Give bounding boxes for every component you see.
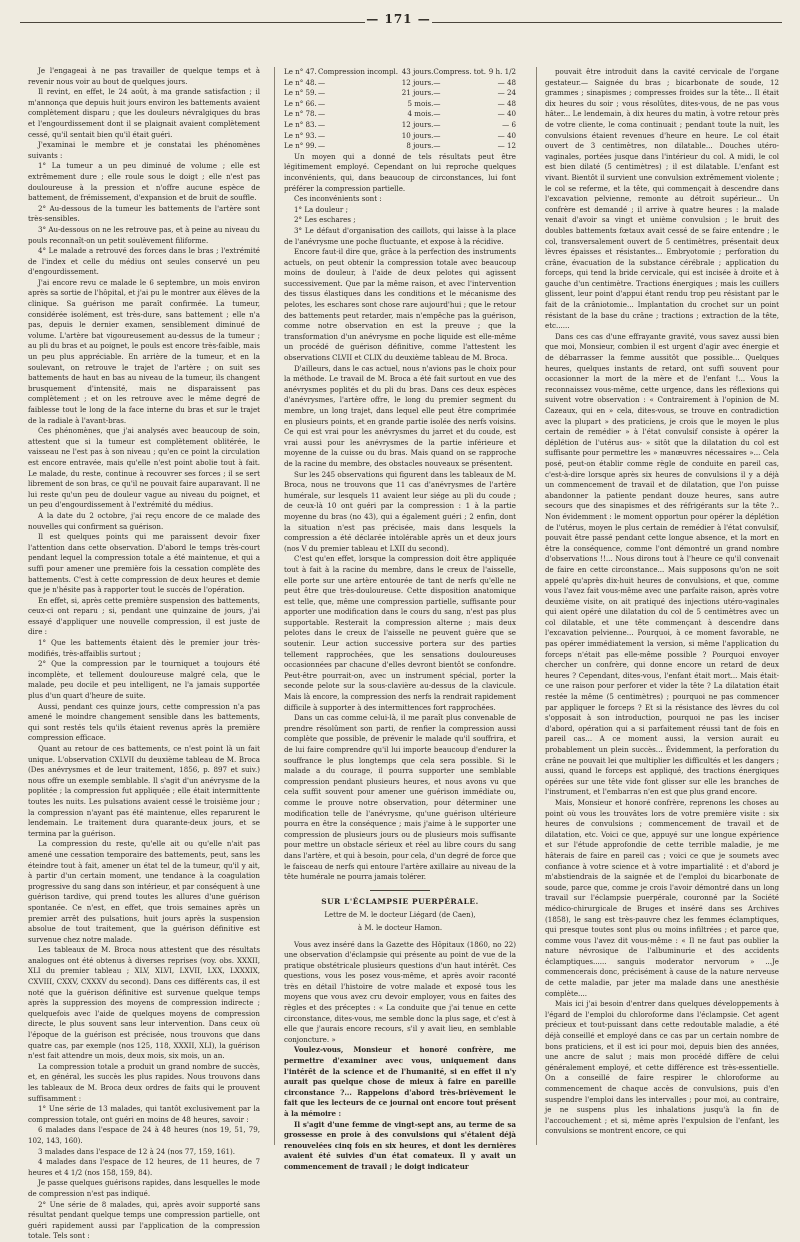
paragraph: 1° La douleur ; — [294, 204, 348, 214]
table-cell-hours: — 48 — [497, 77, 516, 87]
table-cell-days: 5 mois. — [407, 98, 434, 108]
paragraph: 1° Que les battements étaient dès le premier jour très-modifiés, très-affaiblis surtout ; — [28, 638, 260, 658]
paragraph: Ces inconvénients sont : — [294, 194, 382, 204]
table-row — [284, 67, 516, 78]
table-cell-hours: — 40 — [497, 130, 516, 140]
table-cell-label: — — [317, 77, 326, 87]
table-cell-label: — — [317, 98, 326, 108]
paragraph: La compression du reste, qu'elle ait ou qu'elle n'ait pas amené une cessation temporaire des battements, peut, sans les éteindre tout à fait, amener un état tel de la tumeur, qu'il y ait, à partir d'un certain moment, une tendance à la coagulation progressive du sang dans son intérieur, et par conséquent à une guérison tardive, qui prend toutes les allures d'une guérison spontanée. Ce n'est, en effet, que trois semaines après un premier arrêt des pulsations, huit jours après la suspension absolue de tout traitement, que la guérison définitive est survenue chez notre malade. — [28, 839, 260, 944]
table-cell-no: Le n° 99. — [284, 141, 317, 151]
table-cell-no: Le n° 83. — [284, 119, 317, 129]
text-column-3 — [545, 67, 779, 1147]
table-cell-label2: — — [433, 88, 441, 98]
paragraph: 4° Le malade a retrouvé des forces dans le bras ; l'extrémité de l'index et celle du médius ont seules conservé un peu d'engourdissement. — [28, 246, 260, 277]
paragraph: Je passe quelques guérisons rapides, dans lesquelles le mode de compression n'est pas indiqué. — [28, 1178, 260, 1198]
table-cell-label2: — — [433, 130, 441, 140]
paragraph: Aussi, pendant ces quinze jours, cette compression n'a pas amené le moindre changement sensible dans les battements, qui sont restés tels qu'ils étaient revenus après la première compression efficace. — [28, 701, 260, 743]
paragraph: Mais ici j'ai besoin d'entrer dans quelques développements à l'égard de l'emploi du chloroforme dans l'éclampsie. Cet agent précieux et tout-puissant dans cette redoutable maladie, a été déjà conseillé et employé dans ce cas par un certain nombre de bons praticiens, et il est ici pour moi, depuis bien des années, une ancre de salut ; mais mon procédé diffère de celui généralement employé, et cette différence est très-essentielle. On a conseillé de faire respirer le chloroforme au commencement de chaque accès de convulsions, puis d'en suspendre l'emploi dans les intervalles ; pour moi, au contraire, je ne suspens plus les inhalations jusqu'à la fin de l'accouchement ; et si, même après l'expulsion de l'enfant, les convulsions se montrent encore, ce qui — [545, 999, 779, 1136]
table-row — [284, 99, 516, 110]
table-row — [284, 88, 516, 99]
table-cell-days: 12 jours. — [401, 77, 434, 87]
table-cell-hours: — 12 — [497, 141, 516, 151]
table-row — [284, 109, 516, 120]
table-cell-label2: — — [433, 77, 441, 87]
paragraph: 1° La tumeur a un peu diminué de volume ; elle est extrêmement dure ; elle roule sous le doigt ; elle n'est pas douloureuse à la pression et n'offre aucune espèce de battement, de frémissement, d'expansion et de bruit de souffle. — [28, 161, 260, 203]
table-cell-label: — — [317, 119, 326, 129]
table-cell-label: — — [317, 109, 326, 119]
table-cell-hours: — 40 — [497, 109, 516, 119]
paragraph: Mais, Monsieur et honoré confrère, reprenons les choses au point où vous les trouvâtes lors de votre première visite : six heures de convulsions ; commencement de travail et de dilatation, etc. Voici ce que, appuyé sur une longue expérience et sur l'étude approfondie de cette terrible maladie, je me hâterais de faire en pareil cas ; voici ce que je soumets avec confiance à votre science et à votre impartialité : et d'abord je m'abstiendrais de la saignée et de l'emploi du bicarbonate de soude, parce que, comme je crois l'avoir démontré dans un long travail sur l'éclampsie puerpérale, couronné par la Société médico-chirurgicale de Bruges et inséré dans ses Archives (1858), le sang est très-pauvre chez les femmes éclamptiques, qui presque toutes sont plus ou moins infiltrées ; et parce que, comme vous l'avez dit vous-même : « Il ne faut pas oublier la nature névrosique de l'albuminurie et des accidents éclamptiques...... sanguis moderator nervorum » ...Je commencerais donc, précisément à cause de la nature nerveuse de cette maladie, par jeter ma malade dans une anesthésie complète.... — [545, 797, 779, 998]
paragraph: Un moyen qui a donné de tels résultats peut être légitimement employé. Cependant on lui reproche quelques inconvénients, qui, dans beaucoup de circonstances, lui font préférer la compression partielle. — [284, 151, 516, 193]
table-cell-label: — — [317, 141, 326, 151]
section-title: SUR L'ÉCLAMPSIE PUERPÉRALE. — [321, 896, 479, 906]
text-column-2 — [284, 67, 516, 1171]
paragraph: 1° Une série de 13 malades, qui tantôt exclusivement par la compression totale, ont guéri en moins de 48 heures, savoir : — [28, 1104, 260, 1124]
paragraph: 2° Les eschares ; — [294, 215, 356, 225]
letter-heading: Lettre de M. le docteur Liégard (de Caen), — [324, 911, 476, 920]
table-cell-hours: 9 h. 1/2 — [488, 67, 516, 76]
header-rule-right — [432, 22, 782, 23]
table-row — [284, 78, 516, 89]
paragraph: 2° Au-dessous de la tumeur les battements de l'artère sont très-sensibles. — [28, 203, 260, 224]
page-number: — 171 — — [366, 12, 431, 26]
paragraph: 2° Une série de 8 malades, qui, après avoir supporté sans résultat pendant quelque temps une compression partielle, ont guéri rapidement aussi par l'application de la compression totale. Tels sont : — [28, 1199, 260, 1241]
table-cell-hours: — 6 — [502, 119, 516, 129]
paragraph: D'ailleurs, dans le cas actuel, nous n'avions pas le choix pour la méthode. Le travail de M. Broca a été fait surtout en vue des anévrysmes poplités et du pli du bras. Dans ces deux espèces d'anévrysmes, l'artère offre, le long du premier segment du membre, un long trajet, dans lequel elle peut être comprimée en plusieurs points, et en grande partie isolée des nerfs voisins. Ce qui est vrai pour les anévrysmes du jarret et du coude, est vrai aussi pour les anévrysmes de la partie inférieure et moyenne de la cuisse ou du bras. Mais quand on se rapproche de la racine du membre, des obstacles nouveaux se présentent. — [284, 363, 516, 468]
text-column-1 — [28, 66, 261, 1241]
paragraph: Je l'engageai à ne pas travailler de quelque temps et à revenir nous voir au bout de quelques jours. — [28, 66, 260, 86]
paragraph: A la date du 2 octobre, j'ai reçu encore de ce malade des nouvelles qui confirment sa guérison. — [28, 510, 260, 531]
letter-body — [284, 940, 516, 1173]
letter-addressee: à M. le docteur Hamon. — [357, 923, 443, 932]
table-cell-label: Compression incompl. — [317, 67, 399, 76]
paragraph: Ces phénomènes, que j'ai analysés avec beaucoup de soin, attestent que si la tumeur est complètement oblitérée, le vaisseau ne l'est pas à son niveau ; qu'en ce point la circulation est encore entravée, mais qu'elle n'est point abolie tout à fait. Le malade, du reste, continue à recouvrer ses forces ; il se sert librement de son bras, ce qu'il ne pouvait faire auparavant. Il ne lui reste qu'un peu de douleur vague au niveau du poignet, et un peu d'engourdissement à l'extrémité du médius. — [28, 426, 261, 510]
section-divider — [370, 890, 430, 891]
paragraph: Il s'agit d'une femme de vingt-sept ans, au terme de sa grossesse en proie à des convulsions qui s'étaient déjà renouvelées cinq fois en six heures, et dont les dernières avaient été suivies d'un état comateux. Il y avait un commencement de travail ; le doigt indicateur — [284, 1119, 516, 1171]
paragraph: 2° Que la compression par le tourniquet a toujours été incomplète, et tellement douloureuse malgré cela, que le malade, peu docile et peu intelligent, ne l'a jamais supportée plus d'un quart d'heure de suite. — [28, 659, 260, 701]
paragraph: Il revint, en effet, le 24 août, à ma grande satisfaction ; il m'annonça que depuis huit jours environ les battements avaient complètement disparu ; que les douleurs névralgiques du bras et l'engourdissement dont il se plaignait avaient complètement cessé, qu'il sentait bien qu'il était guéri. — [28, 87, 260, 139]
table-cell-label2: — — [433, 98, 441, 108]
table-cell-days: 43 jours. — [401, 67, 434, 76]
paragraph: Sur les 245 observations qui figurent dans les tableaux de M. Broca, nous ne trouvons que 11 cas d'anévrysmes de l'artère humérale, sur lesquels 11 avaient leur siége au pli du coude ; de ceux-là 10 ont guéri par la compression : 1 à la partie moyenne du bras (no 43), qui a également guéri ; 2 enfin, dont la situation n'est pas précisée, mais dans lesquels la compression a été déclarée intolérable après un et deux jours (nos V du premier tableau et LXII du second). — [284, 469, 516, 553]
table-cell-label: — — [317, 88, 326, 98]
table-cell-no: Le n° 48. — [284, 77, 317, 87]
table-row — [284, 120, 516, 131]
column-divider-1 — [274, 67, 275, 1145]
table-cell-no: Le n° 78. — [284, 109, 317, 119]
paragraph: J'ai encore revu ce malade le 6 septembre, un mois environ après sa sortie de l'hôpital, et j'ai pu le montrer aux élèves de la clinique. Sa guérison me paraît confirmée. La tumeur, considérée isolément, est très-dure, sans battement ; elle n'a pas, depuis le dernier examen, sensiblement diminué de volume. L'artère bat vigoureusement au-dessus de la tumeur ; au pli du bras et au poignet, le pouls est encore très-faible, mais un peu plus appréciable. En arrière de la tumeur, et en la soulevant, on retrouve le trajet de l'artère ; on suit ses battements de haut en bas au niveau de la tumeur, ils changent brusquement d'intensité, mais ne disparaissent pas complètement ; et on les retrouve avec le même degré de faiblesse tout le long de la face interne du bras et sur le trajet de la radiale à l'avant-bras. — [28, 277, 260, 425]
table-cell-no: Le n° 59. — [284, 88, 317, 98]
compression-results-table — [284, 67, 516, 152]
paragraph: Il est quelques points qui me paraissent devoir fixer l'attention dans cette observation. D'abord le temps très-court pendant lequel la compression totale a été maintenue, et qui a suffi pour amener une première fois la cessation complète des battements. C'est à cette compression de deux heures et demie que je n'hésite pas à rapporter tout le succès de l'opération. — [28, 532, 260, 595]
table-cell-no: Le n° 47. — [284, 67, 317, 76]
table-row — [284, 141, 516, 152]
table-cell-days: 4 mois. — [407, 109, 434, 119]
paragraph: C'est qu'en effet, lorsque la compression doit être appliquée tout à fait à la racine du membre, dans le creux de l'aisselle, elle porte sur une artère entourée de tant de nerfs qu'elle ne peut être que très-douloureuse. Cette disposition anatomique est telle, que, même une compression partielle, suffisante pour apporter une modification dans le cours du sang, n'est pas plus supportable. Resterait la compression alterne ; mais deux pelotes dans le creux de l'aisselle ne peuvent guère que se soutenir. Leur action successive portera sur des parties tellement rapprochées, que les sensations douloureuses occasionnées par chacune d'elles devront bientôt se confondre. Peut-être pourrait-on, avec un instrument spécial, porter la seconde pelote sur la sous-clavière au-dessus de la clavicule. Mais là encore, la compression des nerfs la rendrait rapidement difficile à supporter à des intermittences fort rapprochées. — [284, 554, 516, 712]
header-rule-left — [20, 22, 365, 23]
paragraph: La compression totale a produit un grand nombre de succès, et, en général, les succès les plus rapides. Nous trouvons dans les tableaux de M. Broca deux ordres de faits qui le prouvent suffisamment : — [28, 1061, 260, 1103]
table-cell-days: 8 jours. — [406, 141, 434, 151]
paragraph: pouvait être introduit dans la cavité cervicale de l'organe gestateur.— Saignée du bras ; bicarbonate de soude, 12 grammes ; sinapismes ; compresses froides sur la tête... Il était dix heures du soir ; vous résolûtes, dites-vous, de ne pas vous hâter... Le lendemain, à dix heures du matin, à votre retour près de votre cliente, le coma continuait ; pendant toute la nuit, les convulsions étaient revenues d'heure en heure. Le col était ouvert de 3 centimètres, non dilatable... Douches utéro-vaginales, portées jusque dans l'intérieur du col. A midi, le col est bien dilaté (5 centimètres) ; il est dilatable. L'enfant est vivant. Bientôt il survient une convulsion extrêmement violente ; le col se referme, et la tête, qui commençait à descendre dans l'excavation pelvienne, remonte au détroit supérieur... Un confrère est demandé ; il arrive à quatre heures : la malade venait d'avoir sa vingt et unième convulsion ; le bruit des doubles battements fœtaux avait cessé de se faire entendre ; le col, transversalement ouvert de 5 centimètres, présentait deux lèvres épaisses et résistantes... Embryotomie ; perforation du crâne, évacuation de la substance cérébrale ; application du forceps, qui tend la bride cervicale, qui est incisée à droite et à gauche d'un centimètre. Tractions énergiques ; mais les cuillers glissent, leur point d'appui étant rendu trop peu résistant par le fait de la crâniotomie... Implantation du crochet sur un point résistant de la base du crâne ; tractions ; extraction de la tête, etc...... — [545, 67, 779, 331]
paragraph: Dans un cas comme celui-là, il me paraît plus convenable de prendre résolûment son parti, de renfier la compression aussi complète que possible, de prévenir le malade qu'il souffrira, et de lui faire comprendre qu'il lui importe beaucoup d'endurer la souffrance le plus longtemps que cela sera possible. Si le malade a du courage, il pourra supporter une semblable compression pendant plusieurs heures, et nous avons vu que cela suffit souvent pour amener une guérison immédiate ou, comme le prouve notre observation, pour déterminer une modification telle de l'anévrysme, qu'une guérison ultérieure pourra en être la conséquence ; mais j'aime à le supporter une compression de plusieurs jours ou de plusieurs mois suffisante pour mettre un obstacle sérieux et réel au libre cours du sang dans l'artère, et qui à besoin, pour cela, d'un degré de force que le faisceau de nerfs qui entoure l'artère axillaire au niveau de la tête humérale ne pourra jamais tolérer. — [284, 713, 516, 882]
table-cell-label: — — [317, 130, 326, 140]
paragraph: En effet, si, après cette première suspension des battements, ceux-ci ont reparu ; si, pendant une quinzaine de jours, j'ai essayé d'appliquer une nouvelle compression, il est juste de dire : — [28, 595, 260, 637]
table-cell-days: 21 jours. — [401, 88, 434, 98]
paragraph: J'examinai le membre et je constatai les phénomènes suivants : — [28, 140, 260, 160]
paragraph: Encore faut-il dire que, grâce à la perfection des instruments actuels, on peut obtenir la compression totale avec beaucoup moins de douleur, à l'aide de deux pelotes qui agissent successivement. Que par la même raison, et avec l'intervention des tissus élastiques dans les conditions et le mécanisme des pelotes, les eschares sont chose rare aujourd'hui ; que le retour des battements peut retarder, mais n'empêche pas la guérison, comme notre observation en est la preuve ; que la transformation d'un anévrysme en poche liquide est elle-même un procédé de guérison définitive, comme l'attestent les observations CLVII et CLIX du deuxième tableau de M. Broca. — [284, 247, 516, 363]
paragraph: Dans ces cas d'une effrayante gravité, vous savez aussi bien que moi, Monsieur, combien il est urgent d'agir avec énergie et de débarrasser la femme aussitôt que possible... Quelques heures, quelques instants de retard, ont suffi souvent pour occasionner la mort de la mère et de l'enfant !... Vous la reconnaissez vous-même, cette urgence, dans les réflexions qui suivent votre observation : « Contrairement à l'opinion de M. Cazeaux, qui en » cela, dites-vous, se trouve en contradiction avec la plupart » des praticiens, je crois que le moyen le plus certain de remédier » à l'état convulsif consiste à opérer la déplétion de l'utérus aus- » sitôt que la dilatation du col est suffisante pour permettre les » manœuvres nécessaires »... Cela posé, peut-on établir comme règle de conduite en pareil cas, c'est-à-dire lorsque après six heures de convulsions il y a déjà un commencement de travail et de dilatation, que l'on puisse abandonner la patiente pendant douze heures, sans autre secours que des sinapismes et des réfrigérants sur la tête ?.. Non évidemment : le moment opportun pour opérer la déplétion de l'utérus, moyen le plus certain de remédier à l'état convulsif, pouvait être passé pendant cette longue absence, et la mort en être la conséquence, comme l'ont démontré un grand nombre d'observations !!... Nous dirons tout à l'heure ce qu'il convenait de faire en cette circonstance... Mais supposons qu'on ne soit appelé qu'après dix-huit heures de convulsions, et que, comme vous l'avez fait vous-même avec une parfaite raison, après votre deuxième visite, on ait pratiqué des injections utéro-vaginales qui aient opéré une dilatation du col de 5 centimètres avec un col dilatable, et une tête commençant à descendre dans l'excavation pelvienne... Pourquoi, à ce moment favorable, ne pas opérer immédiatement la version, si même l'application du forceps n'était pas elle-même possible ? Pourquoi envoyer chercher un confrère, qui donne encore un retard de deux heures ? Cependant, dites-vous, l'enfant était mort... Mais était-ce une raison pour perforer et vider la tête ? La dilatation était restée la même (5 centimètres) ; pourquoi ne pas commencer par appliquer le forceps ? Et si la résistance des lèvres du col s'opposait à son introduction, pourquoi ne pas les inciser d'abord, opération qui a si parfaitement réussi tant de fois en pareil cas... A ce moment aussi, la version aurait eu probablement un plein succès... Évidemment, la perforation du crâne ne pouvait lei que multiplier les difficultés et les dangers ; aussi, quand le forceps est appliqué, des tractions énergiques opérées sur une tête vide font glisser sur elle les branches de l'instrument, et l'embarras n'en est que plus grand encore. — [545, 331, 779, 797]
table-cell-hours: — 24 — [497, 88, 516, 98]
table-cell-hours: — 48 — [497, 98, 516, 108]
table-cell-no: Le n° 93. — [284, 130, 317, 140]
paragraph: Les tableaux de M. Broca nous attestent que des résultats analogues ont été obtenus à diverses reprises (voy. obs. XXXII, XLI du premier tableau ; XLV, XLVI, LXVII, LXX, LXXXIX, CXVIII, CXXV, CXXXV du second). Dans ces différents cas, il est noté que la guérison définitive est survenue quelque temps après la suppression des moyens de compression indirecte ; quelquefois avec l'aide de quelques moyens de compression directe, le plus souvent sans leur intervention. Dans ceux où l'époque de la guérison est précisée, nous trouvons que dans quatre cas, par exemple (nos 125, 118, XXXII, XLI), la guérison n'est fait attendre un mois, deux mois, six mois, un an. — [28, 945, 260, 1061]
table-cell-label2: — — [433, 109, 441, 119]
table-cell-label2: Compress. tot. — [433, 67, 486, 76]
paragraph: 3° Au-dessous on ne les retrouve pas, et à peine au niveau du pouls reconnaît-on un petit soulèvement filiforme. — [28, 224, 260, 245]
column-2-body — [284, 152, 516, 883]
paragraph: Vous avez inséré dans la Gazette des Hôpitaux (1860, no 22) une observation d'éclampsie qui présente au point de vue de la pratique obstétricale plusieurs questions d'un haut intérêt. Ces questions, vous les posez vous-même, et après avoir raconté très en détail l'histoire de votre malade et exposé tous les moyens que vous avez cru devoir employer, vous en faites des règles et des préceptes : « La conduite que j'ai tenue en cette circonstance, dites-vous, me semble donc la plus sage, et c'est à elle que j'aurais encore recours, s'il y avait lieu, en semblable conjoncture. » — [284, 939, 516, 1044]
paragraph: 3 malades dans l'espace de 12 à 24 (nos 77, 159, 161). — [38, 1146, 236, 1156]
table-cell-no: Le n° 66. — [284, 98, 317, 108]
table-cell-days: 10 jours. — [401, 130, 434, 140]
table-row — [284, 131, 516, 142]
paragraph: 3° Le défaut d'organisation des caillots, qui laisse à la place de l'anévrysme une poche fluctuante, et expose à la récidive. — [284, 225, 516, 246]
table-cell-days: 12 jours. — [401, 119, 434, 129]
paragraph: 6 malades dans l'espace de 24 à 48 heures (nos 19, 51, 79, 102, 143, 160). — [28, 1125, 260, 1145]
paragraph: Quant au retour de ces battements, ce n'est point là un fait unique. L'observation CXLVII du deuxième tableau de M. Broca (Des anévrysmes et de leur traitement, 1856, p. 897 et suiv.) nous offre un exemple semblable. Il s'agit d'un anévrysme de la poplitée ; la compression fut appliquée ; elle était intermittente toutes les nuits. Les pulsations avaient cessé le troisième jour ; la compression n'ayant pas été maintenue, elles reparurent le lendemain. Le traitement dura quarante-deux jours, et se termina par la guérison. — [28, 744, 260, 838]
paragraph: 4 malades dans l'espace de 12 heures, de 11 heures, de 7 heures et 4 1/2 (nos 158, 159, 84). — [28, 1157, 260, 1177]
paragraph: Voulez-vous, Monsieur et honoré confrère, me permettre d'examiner avec vous, uniquement dans l'intérêt de la science et de l'humanité, si en effet il n'y aurait pas quelque chose de mieux à faire en pareille circonstance ?... Rappelons d'abord très-brièvement le fait que les lecteurs de ce journal ont encore tout présent à la mémoire : — [284, 1045, 516, 1118]
column-divider-2 — [536, 67, 537, 1145]
table-cell-label2: — — [433, 119, 441, 129]
table-cell-label2: — — [433, 141, 441, 151]
